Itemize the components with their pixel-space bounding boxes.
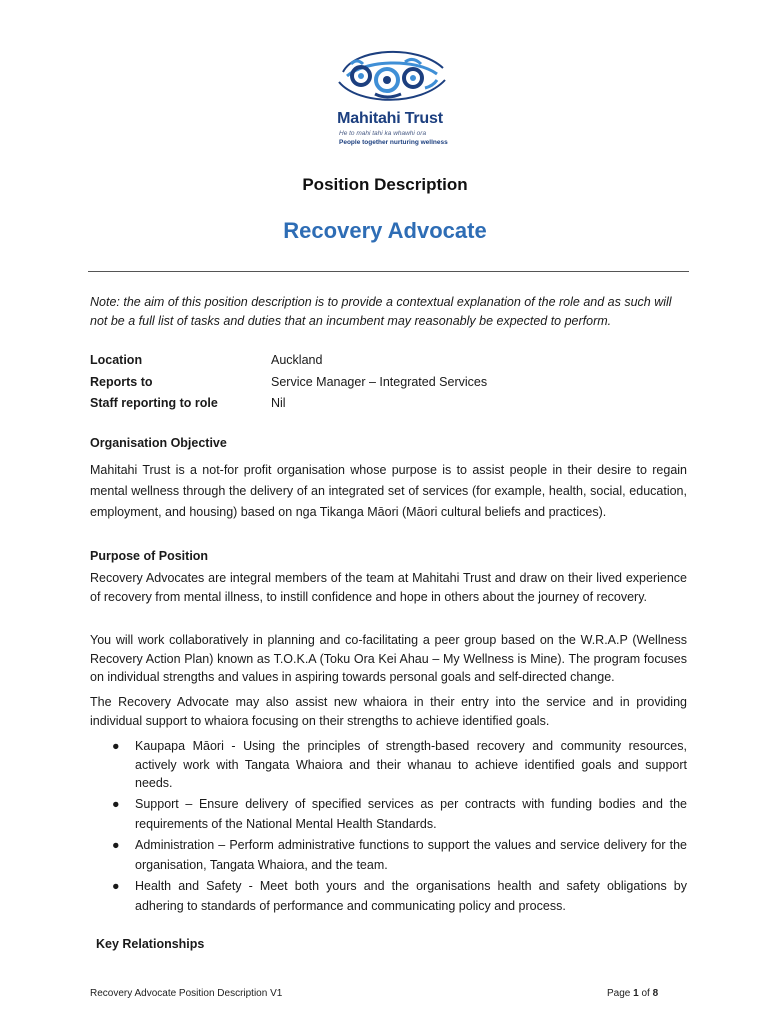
page-current: 1 [633, 988, 639, 999]
footer-document-name: Recovery Advocate Position Description V1 [90, 988, 283, 999]
page-total: 8 [652, 988, 659, 999]
bullet-icon: ● [112, 796, 120, 811]
purpose-paragraph: Recovery Advocates are integral members of the team at Mahitahi Trust and draw on their lived experience of recovery from mental illness, to instill confidence and hope in others about the journey of recovery. [90, 571, 687, 604]
purpose-paragraph: You will work collaboratively in planning and co-facilitating a peer group based on the W.R.A.P (Wellness Recovery Action Plan) known as T.O.K.A (Toku Ora Kei Ahau – My Wellness is Mine). The program focuses on individual strengths and values in aspiring towards personal goals and self-directed change. [90, 633, 687, 684]
bullet-icon: ● [112, 837, 120, 852]
list-item [90, 794, 687, 835]
detail-value: Service Manager – Integrated Services [271, 375, 488, 389]
key-relationships-heading: Key Relationships [96, 937, 205, 951]
detail-value: Auckland [271, 353, 323, 367]
detail-label: Location [90, 353, 143, 367]
purpose-paragraph: The Recovery Advocate may also assist new whaiora in their entry into the service and in providing individual support to whaiora focusing on their strengths to achieve identified goals. [90, 695, 687, 728]
detail-label: Reports to [90, 375, 153, 389]
organisation-objective-text: Mahitahi Trust is a not-for profit organisation whose purpose is to assist people in their desire to regain mental wellness through the delivery of an integrated set of services (for example, health, social, education, employment, and housing) based on nga Tikanga Māori (Māori cultural beliefs and practices). [90, 463, 687, 519]
logo-tagline-english: People together nurturing wellness [339, 139, 448, 146]
logo-tagline-maori: He to mahi tahi ka whawhi ora [339, 130, 427, 137]
organisation-objective-heading: Organisation Objective [90, 436, 227, 450]
detail-label: Staff reporting to role [90, 396, 218, 410]
responsibilities-list [90, 737, 687, 917]
document-title: Recovery Advocate [283, 218, 487, 243]
page-of: of [638, 988, 653, 999]
page-prefix: Page [607, 988, 634, 999]
list-item-text: Kaupapa Māori - Using the principles of strength-based recovery and community resources, actively work with Tangata Whaiora and their whanau to achieve identified goals and support needs. [135, 739, 687, 790]
mahitahi-trust-logo [325, 42, 455, 154]
bullet-icon: ● [112, 739, 120, 753]
purpose-heading: Purpose of Position [90, 549, 209, 563]
koru-pattern-icon [325, 42, 455, 110]
list-item [90, 876, 687, 917]
bullet-icon: ● [112, 878, 120, 893]
detail-value: Nil [271, 396, 286, 410]
disclaimer-note: Note: the aim of this position description is to provide a contextual explanation of the role and as such will not be a full list of tasks and duties that an incumbent may reasonably be expected to perform. [90, 295, 672, 328]
footer-page-number [607, 988, 658, 999]
list-item-text: Administration – Perform administrative functions to support the values and service delivery for the organisation, Tangata Whaiora, and the team. [135, 837, 687, 872]
list-item-text: Support – Ensure delivery of specified services as per contracts with funding bodies and the requirements of the National Mental Health Standards. [135, 796, 687, 831]
document-heading: Position Description [302, 175, 468, 194]
list-item-text: Health and Safety - Meet both yours and the organisations health and safety obligations by adhering to standards of performance and communicating policy and process. [135, 878, 687, 913]
list-item [90, 835, 687, 876]
logo-name: Mahitahi Trust [337, 110, 443, 127]
title-divider [88, 271, 689, 272]
list-item [90, 737, 687, 793]
